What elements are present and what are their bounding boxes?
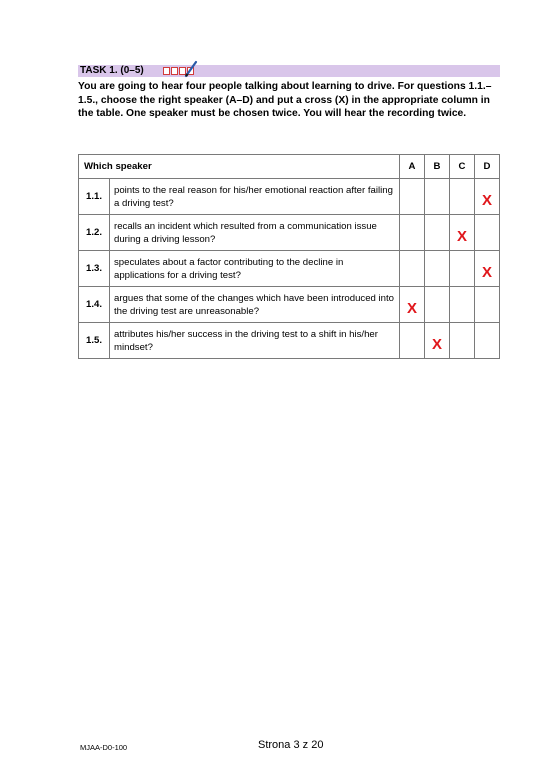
column-header-c: C: [450, 155, 475, 179]
answer-cell-d[interactable]: [475, 215, 500, 251]
task-title: TASK 1. (0–5): [80, 65, 144, 76]
table-heading: Which speaker: [79, 155, 400, 179]
answer-cell-b[interactable]: [425, 215, 450, 251]
table-row: [79, 179, 500, 215]
answer-cross-mark: X: [481, 192, 492, 209]
score-box: [163, 67, 170, 75]
answer-cell-a[interactable]: [400, 251, 425, 287]
answer-cell-d[interactable]: [475, 287, 500, 323]
question-number: 1.4.: [79, 287, 110, 323]
question-text: speculates about a factor contributing to the decline in applications for a driving test?: [110, 251, 400, 287]
answer-cell-c[interactable]: [450, 251, 475, 287]
answer-cell-b[interactable]: [425, 323, 450, 359]
table-row: [79, 323, 500, 359]
column-header-b: B: [425, 155, 450, 179]
answer-cell-a[interactable]: [400, 179, 425, 215]
answer-cross-mark: X: [406, 300, 417, 317]
answer-cell-b[interactable]: [425, 251, 450, 287]
table-row: [79, 215, 500, 251]
answer-cross-mark: X: [431, 336, 442, 353]
question-text: attributes his/her success in the driving test to a shift in his/her mindset?: [110, 323, 400, 359]
column-header-d: D: [475, 155, 500, 179]
answer-cell-b[interactable]: [425, 179, 450, 215]
question-number: 1.5.: [79, 323, 110, 359]
score-box: [171, 67, 178, 75]
page-number: Strona 3 z 20: [258, 739, 324, 751]
task-instructions: You are going to hear four people talking about learning to drive. For questions 1.1.–1.5., choose the right speaker (A–D) and put a cross (X) in the appropriate column in the table. One speaker must be chosen twice. You will hear the recording twice.: [78, 81, 492, 119]
question-text: argues that some of the changes which have been introduced into the driving test are unreasonable?: [110, 287, 400, 323]
answer-cell-b[interactable]: [425, 287, 450, 323]
answer-cell-c[interactable]: [450, 179, 475, 215]
answer-cell-a[interactable]: [400, 323, 425, 359]
answer-cell-d[interactable]: [475, 251, 500, 287]
pencil-icon: [184, 60, 198, 78]
answer-table: [78, 154, 500, 359]
answer-cell-c[interactable]: [450, 323, 475, 359]
document-code: MJAA-D0-100: [80, 743, 128, 752]
table-row: [79, 287, 500, 323]
answer-cell-a[interactable]: [400, 215, 425, 251]
answer-cross-mark: X: [481, 264, 492, 281]
answer-cell-c[interactable]: [450, 215, 475, 251]
table-row: [79, 251, 500, 287]
question-text: recalls an incident which resulted from a communication issue during a driving lesson?: [110, 215, 400, 251]
question-number: 1.3.: [79, 251, 110, 287]
answer-cell-d[interactable]: [475, 179, 500, 215]
column-header-a: A: [400, 155, 425, 179]
question-number: 1.2.: [79, 215, 110, 251]
question-text: points to the real reason for his/her emotional reaction after failing a driving test?: [110, 179, 400, 215]
answer-cross-mark: X: [456, 228, 467, 245]
answer-cell-c[interactable]: [450, 287, 475, 323]
answer-cell-d[interactable]: [475, 323, 500, 359]
question-number: 1.1.: [79, 179, 110, 215]
answer-cell-a[interactable]: [400, 287, 425, 323]
